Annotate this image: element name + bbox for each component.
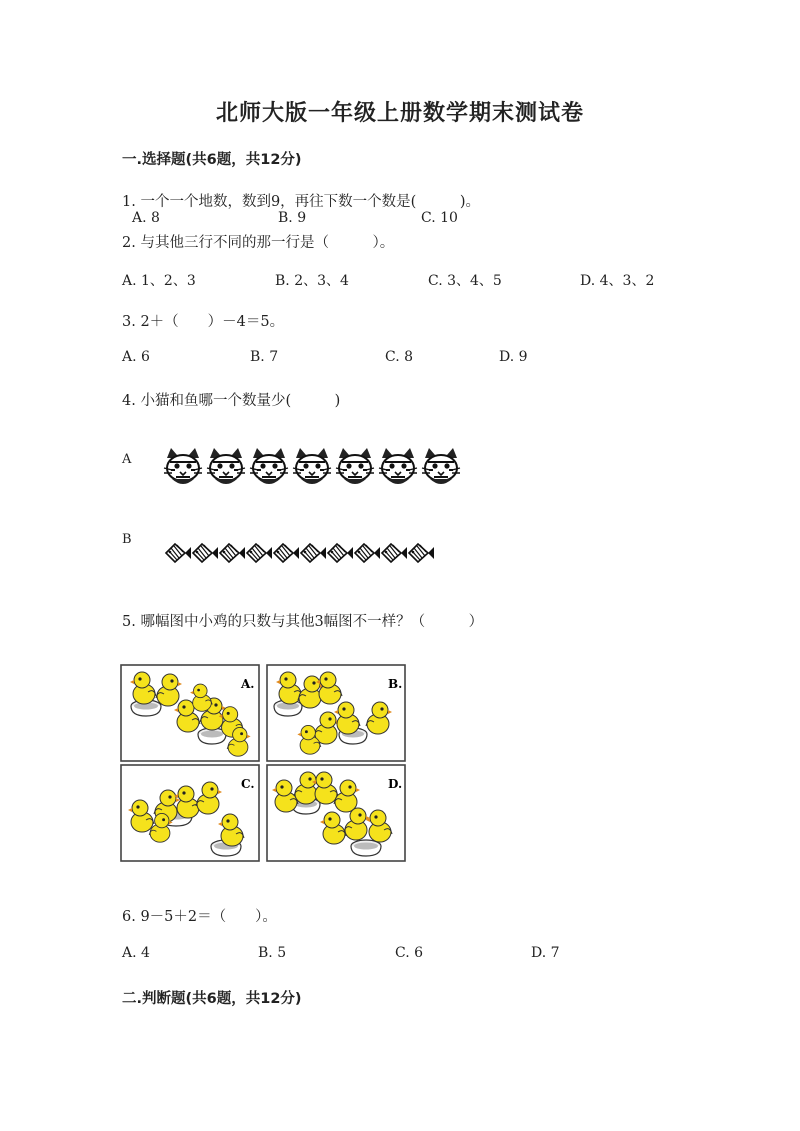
q2-option-d: D. 4、3、2 xyxy=(580,273,655,289)
fish-icon xyxy=(328,544,353,562)
fish-icon xyxy=(301,544,326,562)
q6-option-d: D. 7 xyxy=(531,945,560,961)
q1-option-c: C. 10 xyxy=(421,210,458,226)
q3-option-a: A. 6 xyxy=(122,349,150,365)
cat-icon xyxy=(207,448,245,484)
question-3-text: 3. 2＋（ ）－4＝5。 xyxy=(122,314,285,330)
q6-option-c: C. 6 xyxy=(395,945,424,961)
panel-c-label: C. xyxy=(241,777,255,791)
q4-row-a-label: A xyxy=(122,452,132,467)
fish-icon xyxy=(247,544,272,562)
cat-row xyxy=(162,444,472,490)
fish-icon xyxy=(220,544,245,562)
fish-row xyxy=(165,540,440,566)
fish-icon xyxy=(382,544,407,562)
q3-option-b: B. 7 xyxy=(250,349,279,365)
q2-option-a: A. 1、2、3 xyxy=(122,273,196,289)
cat-icon xyxy=(422,448,460,484)
q6-option-b: B. 5 xyxy=(258,945,287,961)
panel-a-label: A. xyxy=(241,677,255,691)
fish-icon xyxy=(274,544,299,562)
question-1-text: 1. 一个一个地数，数到9，再往下数一个数是( )。 xyxy=(122,194,480,210)
bowl-icon xyxy=(351,840,381,856)
cat-icon xyxy=(250,448,288,484)
question-5-text: 5. 哪幅图中小鸡的只数与其他3幅图不一样？（ ） xyxy=(122,614,484,630)
q4-row-b-label: B xyxy=(122,532,132,547)
chick-picture-grid xyxy=(120,664,410,864)
q6-option-a: A. 4 xyxy=(122,945,150,961)
cat-icon xyxy=(293,448,331,484)
question-6-text: 6. 9－5＋2＝（ ）。 xyxy=(122,909,277,925)
q1-option-a: A. 8 xyxy=(132,210,160,226)
question-4-text: 4. 小猫和鱼哪一个数量少( ) xyxy=(122,393,341,409)
section-heading-judge: 二.判断题(共6题，共12分) xyxy=(122,991,302,1007)
q3-option-c: C. 8 xyxy=(385,349,414,365)
fish-icon xyxy=(355,544,380,562)
cat-icon xyxy=(336,448,374,484)
section-heading-choice: 一.选择题(共6题，共12分) xyxy=(122,152,302,168)
fish-icon xyxy=(193,544,218,562)
question-2-text: 2. 与其他三行不同的那一行是（ ）。 xyxy=(122,235,395,251)
panel-b-label: B. xyxy=(388,677,403,691)
fish-icon xyxy=(409,544,434,562)
q1-option-b: B. 9 xyxy=(278,210,307,226)
fish-icon xyxy=(166,544,191,562)
q2-option-b: B. 2、3、4 xyxy=(275,273,349,289)
q2-option-c: C. 3、4、5 xyxy=(428,273,502,289)
q3-option-d: D. 9 xyxy=(499,349,528,365)
cat-icon xyxy=(164,448,202,484)
page-title: 北师大版一年级上册数学期末测试卷 xyxy=(215,100,584,126)
panel-d-label: D. xyxy=(388,777,403,791)
cat-icon xyxy=(379,448,417,484)
